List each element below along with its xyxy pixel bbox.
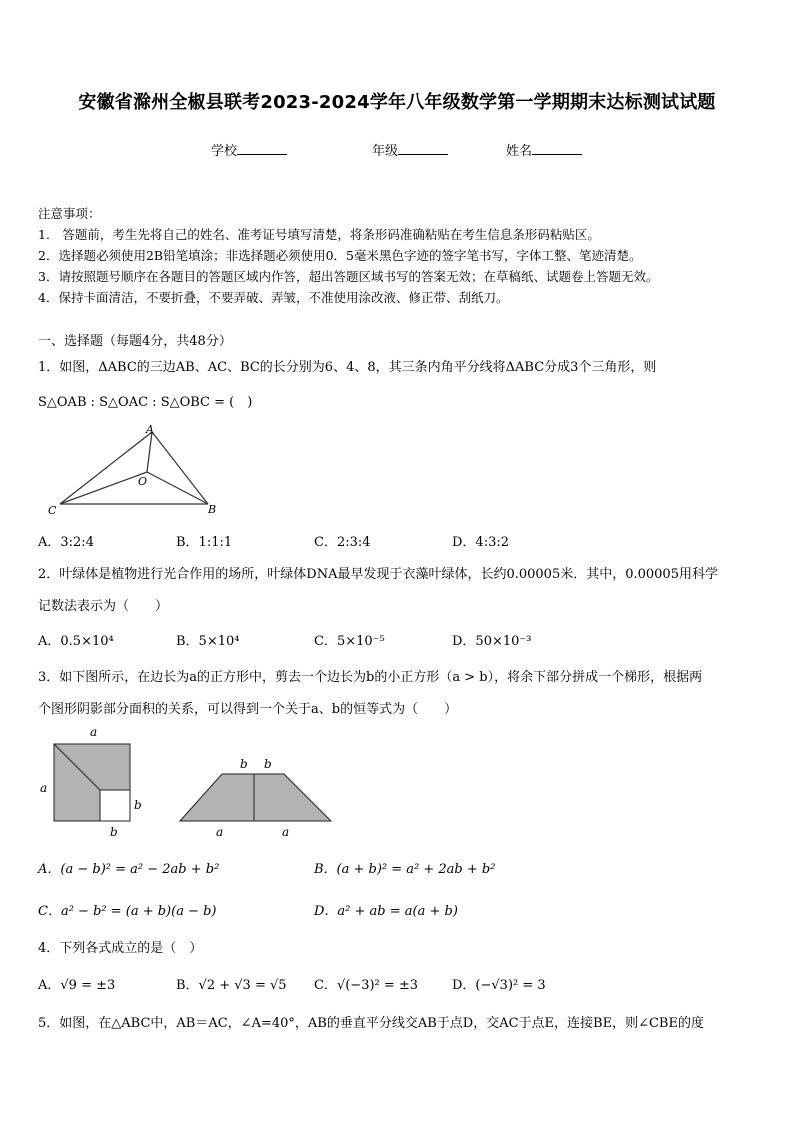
option-b[interactable]: B．(a + b)² = a² + 2ab + b² <box>314 862 496 877</box>
vertex-C-label: C <box>48 504 57 517</box>
label-b-right: b <box>134 798 142 812</box>
option-c[interactable]: C．a² − b² = (a + b)(a − b) <box>38 904 217 919</box>
label-a-bottom-left: a <box>216 825 224 839</box>
label-b-top-right: b <box>264 757 272 771</box>
option-d[interactable]: D．(−√3)² = 3 <box>452 978 546 993</box>
name-blank <box>532 142 582 155</box>
question-3-figure <box>36 724 346 842</box>
question-2-text: 2．叶绿体是植物进行光合作用的场所，叶绿体DNA最早发现于衣藻叶绿体，长约0.00005米．其中，0.00005用科学 <box>38 567 718 582</box>
option-d[interactable]: D．50×10⁻³ <box>452 634 532 649</box>
question-1-text: 1．如图，ΔABC的三边AB、AC、BC的长分别为6、4、8，其三条内角平分线将ΔABC分成3个三角形，则 <box>38 360 657 375</box>
option-a[interactable]: A．3:2:4 <box>38 535 94 550</box>
option-d[interactable]: D．4:3:2 <box>452 535 509 550</box>
option-a[interactable]: A．(a − b)² = a² − 2ab + b² <box>38 862 220 877</box>
option-c[interactable]: C．5×10⁻⁵ <box>314 634 385 649</box>
option-a[interactable]: A．√9 = ±3 <box>38 978 116 993</box>
option-b[interactable]: B．√2 + √3 = √5 <box>176 978 287 993</box>
notice-item: 3．请按照题号顺序在各题目的答题区域内作答，超出答题区域书写的答案无效；在草稿纸、试题卷上答题无效。 <box>38 269 659 284</box>
grade-blank <box>398 142 448 155</box>
option-b[interactable]: B．1:1:1 <box>176 535 233 550</box>
question-3-text: 3．如下图所示，在边长为a的正方形中，剪去一个边长为b的小正方形（a > b），将余下部分拼成一个梯形，根据两 <box>38 670 703 685</box>
notice-item: 2．选择题必须使用2B铅笔填涂；非选择题必须使用0．5毫米黑色字迹的签字笔书写，字体工整、笔迹清楚。 <box>38 248 642 263</box>
page-title: 安徽省滁州全椒县联考2023-2024学年八年级数学第一学期期末达标测试试题 <box>78 92 716 113</box>
option-a[interactable]: A．0.5×10⁴ <box>38 634 114 649</box>
label-a-left: a <box>40 781 48 795</box>
label-a-bottom-right: a <box>282 825 290 839</box>
question-3-text-cont: 个图形阴影部分面积的关系，可以得到一个关于a、b的恒等式为（ ） <box>38 702 458 717</box>
option-c[interactable]: C．√(−3)² = ±3 <box>314 978 419 993</box>
label-b-top-left: b <box>240 757 248 771</box>
option-c[interactable]: C．2:3:4 <box>314 535 371 550</box>
question-1-formula: S△OAB : S△OAC : S△OBC = ( ) <box>38 395 253 410</box>
vertex-A-label: A <box>146 423 154 436</box>
label-b-bottom: b <box>110 825 118 839</box>
notice-heading: 注意事项： <box>38 206 101 221</box>
vertex-B-label: B <box>208 503 217 516</box>
grade-field: 年级 <box>372 140 448 159</box>
school-blank <box>237 142 287 155</box>
school-field: 学校 <box>211 140 287 159</box>
notice-item: 4．保持卡面清洁，不要折叠，不要弄破、弄皱，不准使用涂改液、修正带、刮纸刀。 <box>38 290 509 305</box>
question-4-text: 4．下列各式成立的是（ ） <box>38 941 203 956</box>
label-a-top: a <box>90 725 98 739</box>
question-2-text-cont: 记数法表示为（ ） <box>38 599 169 614</box>
option-b[interactable]: B．5×10⁴ <box>176 634 240 649</box>
option-d[interactable]: D．a² + ab = a(a + b) <box>314 904 458 919</box>
question-1-figure <box>40 422 220 522</box>
notice-item: 1. 答题前，考生先将自己的姓名、准考证号填写清楚，将条形码准确粘贴在考生信息条形码粘贴区。 <box>38 227 600 242</box>
question-5-text: 5．如图，在△ABC中，AB＝AC，∠A=40°，AB的垂直平分线交AB于点D，交AC于点E，连接BE，则∠CBE的度 <box>38 1016 704 1031</box>
name-field: 姓名 <box>506 140 582 159</box>
section-heading: 一、选择题（每题4分，共48分） <box>38 334 232 349</box>
vertex-O-label: O <box>138 475 148 488</box>
